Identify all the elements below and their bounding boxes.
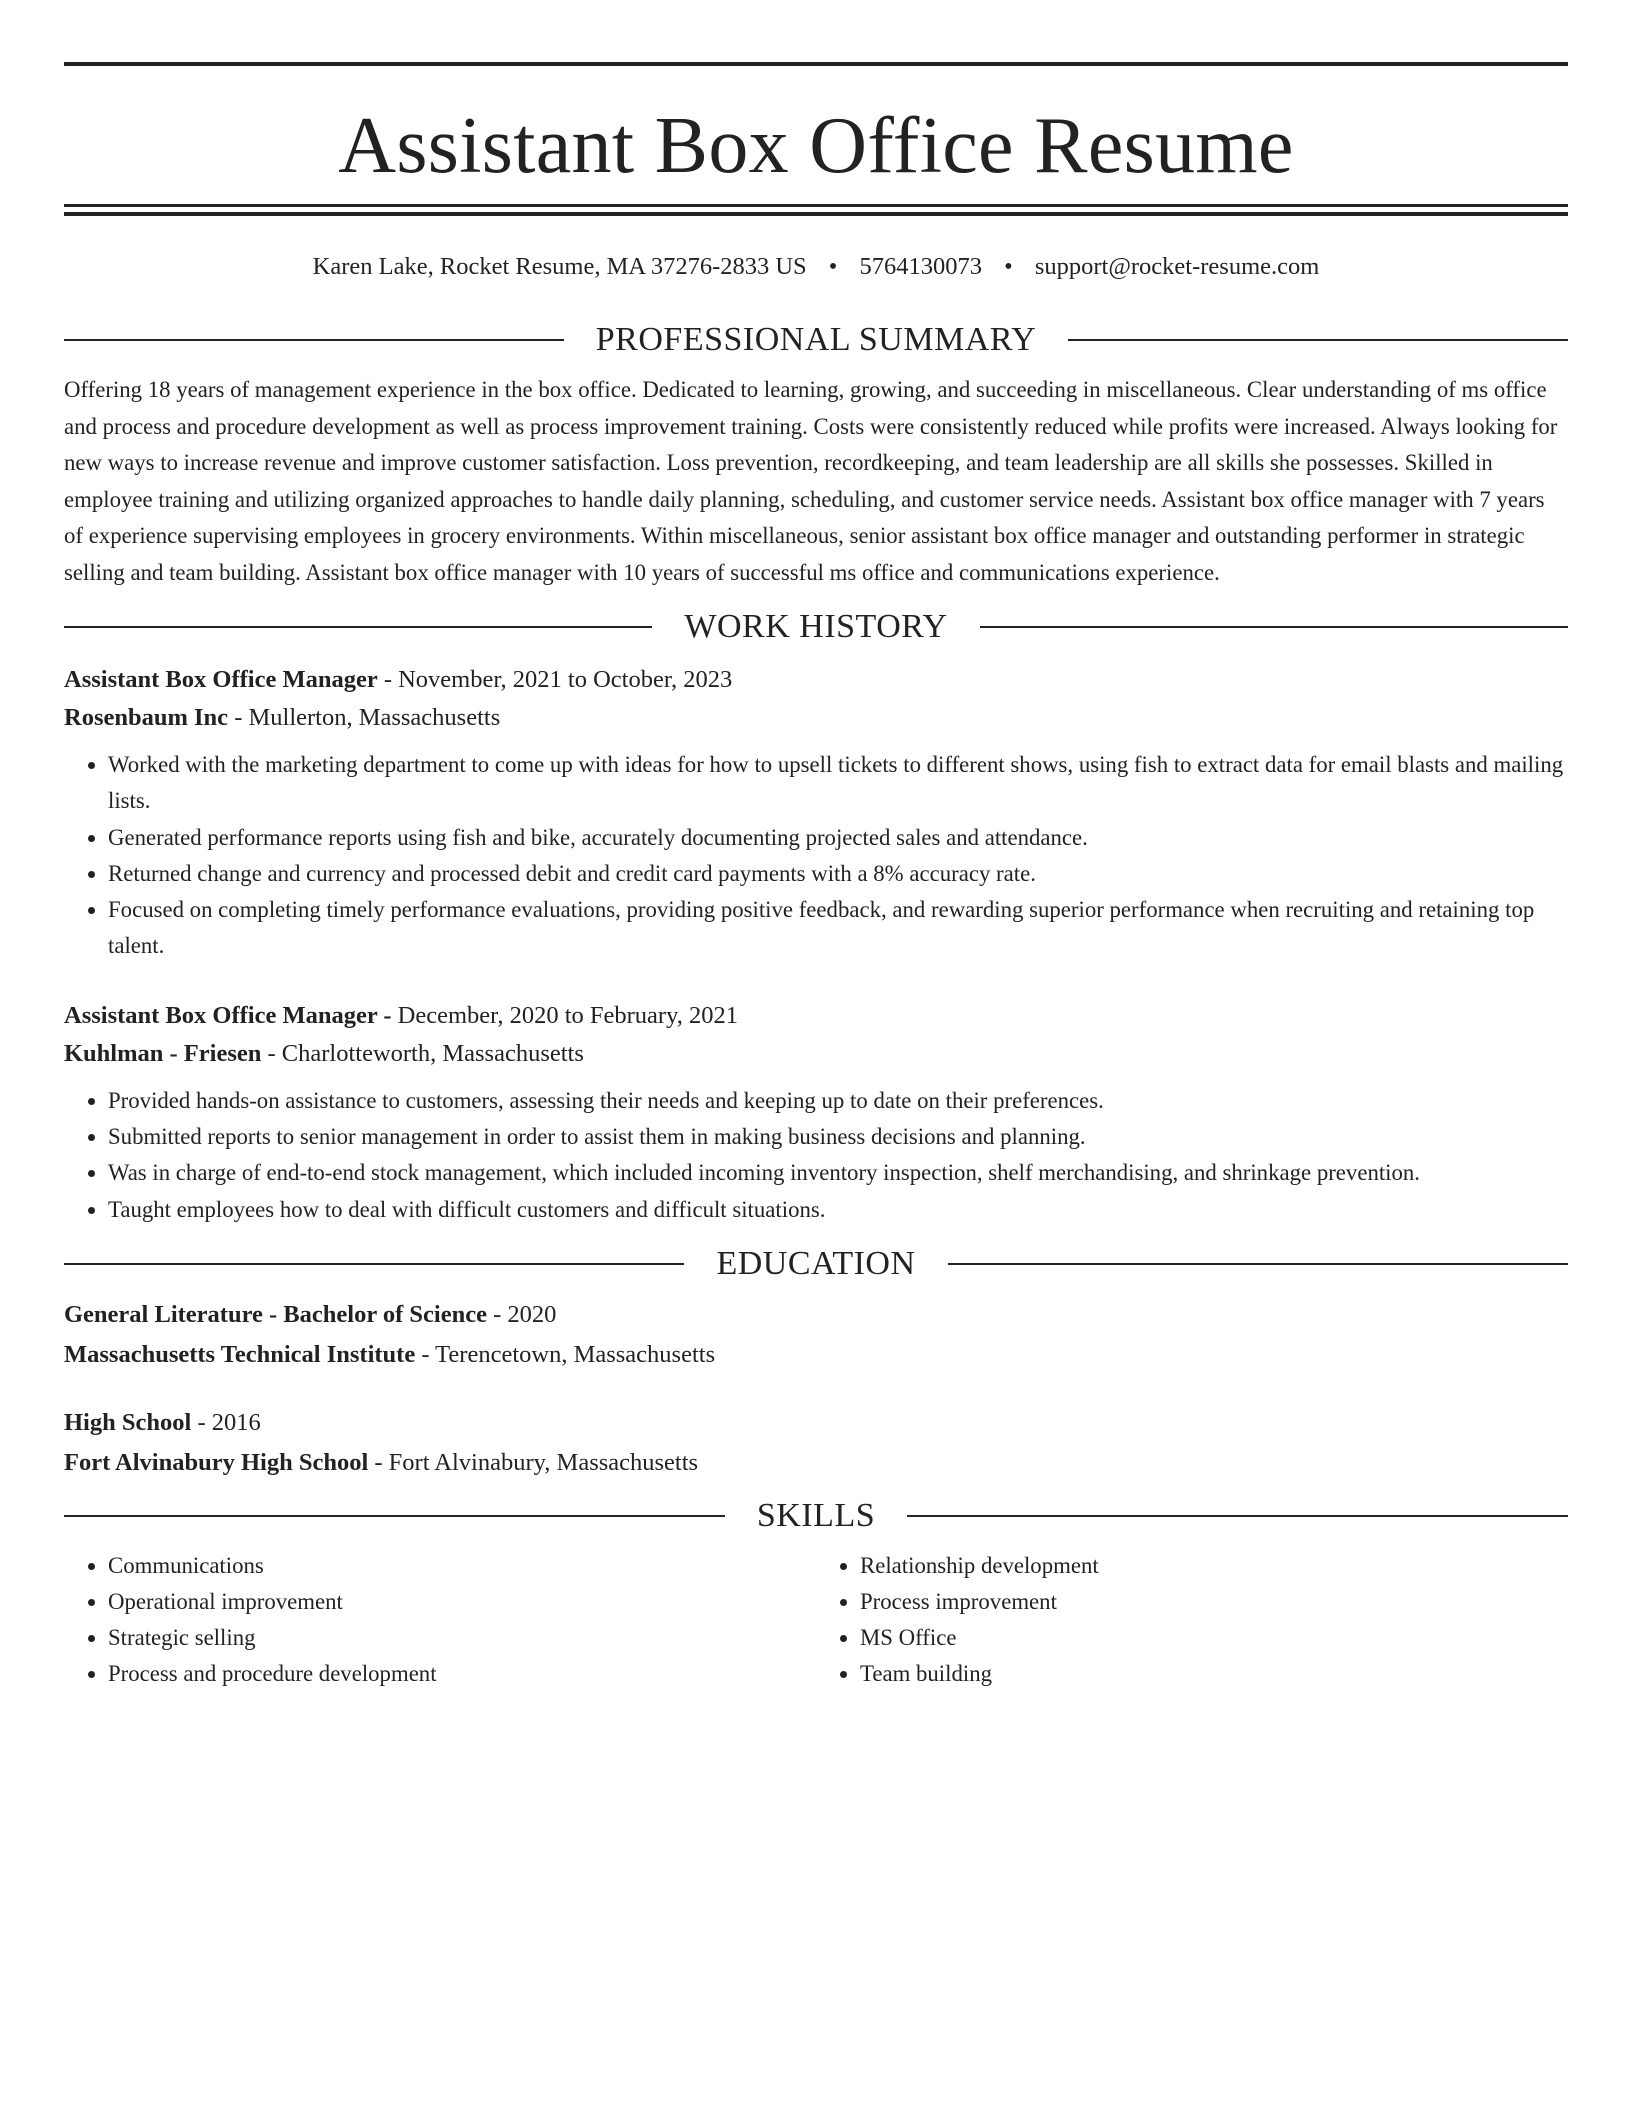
job-title-line <box>64 661 1568 699</box>
job-bullets <box>64 1083 1568 1228</box>
job-company-line <box>64 1035 1568 1073</box>
job-location: - Charlotteworth, Massachusetts <box>261 1039 584 1067</box>
job-bullet: • Was in charge of end-to-end stock management, which included incoming inventory inspection, shelf merchandising, and shrinkage prevention. <box>108 1155 1568 1191</box>
school: Fort Alvinabury High School <box>64 1448 369 1476</box>
job-bullets <box>64 747 1568 965</box>
skill-item: • Strategic selling <box>108 1620 816 1656</box>
job-bullet: • Focused on completing timely performance evaluations, providing positive feedback, and rewarding superior performance when recruiting and retaining top talent. <box>108 892 1568 965</box>
job-location: - Mullerton, Massachusetts <box>228 704 501 731</box>
job-entry <box>64 997 1568 1228</box>
divider <box>64 339 564 341</box>
skill-item: • Process improvement <box>860 1584 1568 1620</box>
title-double-rule <box>64 204 1568 216</box>
skill-item: • MS Office <box>860 1620 1568 1656</box>
school-line <box>64 1444 1568 1482</box>
work-heading: WORK HISTORY <box>684 608 948 645</box>
skills-heading: SKILLS <box>756 1496 876 1534</box>
divider <box>907 1515 1568 1517</box>
divider <box>64 1515 725 1517</box>
skills-list <box>64 1548 1568 1692</box>
contact-email: support@rocket-resume.com <box>1034 253 1320 280</box>
contact-separator: • <box>828 253 838 280</box>
degree: General Literature - Bachelor of Science <box>64 1300 487 1328</box>
school-location: - Terencetown, Massachusetts <box>415 1340 716 1368</box>
divider <box>980 626 1568 628</box>
job-bullet: • Returned change and currency and processed debit and credit card payments with a 8% accuracy rate. <box>108 856 1568 892</box>
job-entry <box>64 661 1568 965</box>
education-entry <box>64 1404 1568 1482</box>
skill-item: • Relationship development <box>860 1548 1568 1584</box>
degree: High School <box>64 1408 192 1436</box>
education-heading: EDUCATION <box>716 1244 916 1282</box>
job-company-line <box>64 699 1568 737</box>
job-bullet: • Taught employees how to deal with difficult customers and difficult situations. <box>108 1192 1568 1228</box>
job-bullet: • Submitted reports to senior management in order to assist them in making business decisions and planning. <box>108 1119 1568 1155</box>
work-section-heading <box>64 607 1568 647</box>
job-title-line <box>64 997 1568 1035</box>
degree-line <box>64 1404 1568 1442</box>
job-bullet: • Provided hands-on assistance to customers, assessing their needs and keeping up to date on their preferences. <box>108 1083 1568 1119</box>
job-title: Assistant Box Office Manager - <box>64 1001 398 1029</box>
job-dates: December, 2020 to February, 2021 <box>397 1001 739 1029</box>
school: Massachusetts Technical Institute <box>64 1340 416 1368</box>
skill-item: • Process and procedure development <box>108 1656 816 1692</box>
summary-heading: PROFESSIONAL SUMMARY <box>595 321 1037 358</box>
skills-column-right <box>816 1548 1568 1692</box>
divider <box>64 626 652 628</box>
job-bullet: • Generated performance reports using fish and bike, accurately documenting projected sales and attendance. <box>108 820 1568 856</box>
contact-address: Karen Lake, Rocket Resume, MA 37276-2833 US <box>312 253 807 280</box>
divider <box>948 1263 1568 1265</box>
job-company: Kuhlman - Friesen <box>64 1039 262 1067</box>
skill-item: • Communications <box>108 1548 816 1584</box>
job-company: Rosenbaum Inc <box>64 704 229 731</box>
skill-item: • Team building <box>860 1656 1568 1692</box>
job-dates: - November, 2021 to October, 2023 <box>377 666 733 693</box>
contact-phone: 5764130073 <box>859 253 982 280</box>
contact-separator: • <box>1004 253 1013 280</box>
resume-title: Assistant Box Office Resume <box>338 102 1294 190</box>
job-title: Assistant Box Office Manager <box>64 666 378 693</box>
school-line <box>64 1336 1568 1374</box>
school-location: - Fort Alvinabury, Massachusetts <box>368 1448 699 1476</box>
summary-text: Offering 18 years of management experience in the box office. Dedicated to learning, growing, and succeeding in miscellaneous. Clear understanding of ms office and process and procedure development as well as process improvement training. Costs were consistently reduced while profits were increased. Always looking for new ways to increase revenue and improve customer satisfaction. Loss prevention, recordkeeping, and team leadership are all skills she possesses. Skilled in employee training and utilizing organized approaches to handle daily planning, scheduling, and customer service needs. Assistant box office manager with 7 years of experience supervising employees in grocery environments. Within miscellaneous, senior assistant box office manager and outstanding performer in strategic selling and team building. Assistant box office manager with 10 years of successful ms office and communications experience. <box>64 377 1558 585</box>
skills-column-left <box>64 1548 816 1692</box>
education-section-heading <box>64 1244 1568 1284</box>
divider <box>64 1263 684 1265</box>
graduation-year: - 2016 <box>191 1408 261 1436</box>
contact-line <box>64 252 1568 282</box>
divider <box>1068 339 1568 341</box>
top-rule <box>64 62 1568 66</box>
degree-line <box>64 1296 1568 1334</box>
graduation-year: - 2020 <box>486 1300 557 1328</box>
job-bullet: • Worked with the marketing department to come up with ideas for how to upsell tickets to different shows, using fish to extract data for email blasts and mailing lists. <box>108 747 1568 820</box>
summary-section-heading <box>64 320 1568 360</box>
skill-item: • Operational improvement <box>108 1584 816 1620</box>
skills-section-heading <box>64 1496 1568 1536</box>
education-entry <box>64 1296 1568 1374</box>
